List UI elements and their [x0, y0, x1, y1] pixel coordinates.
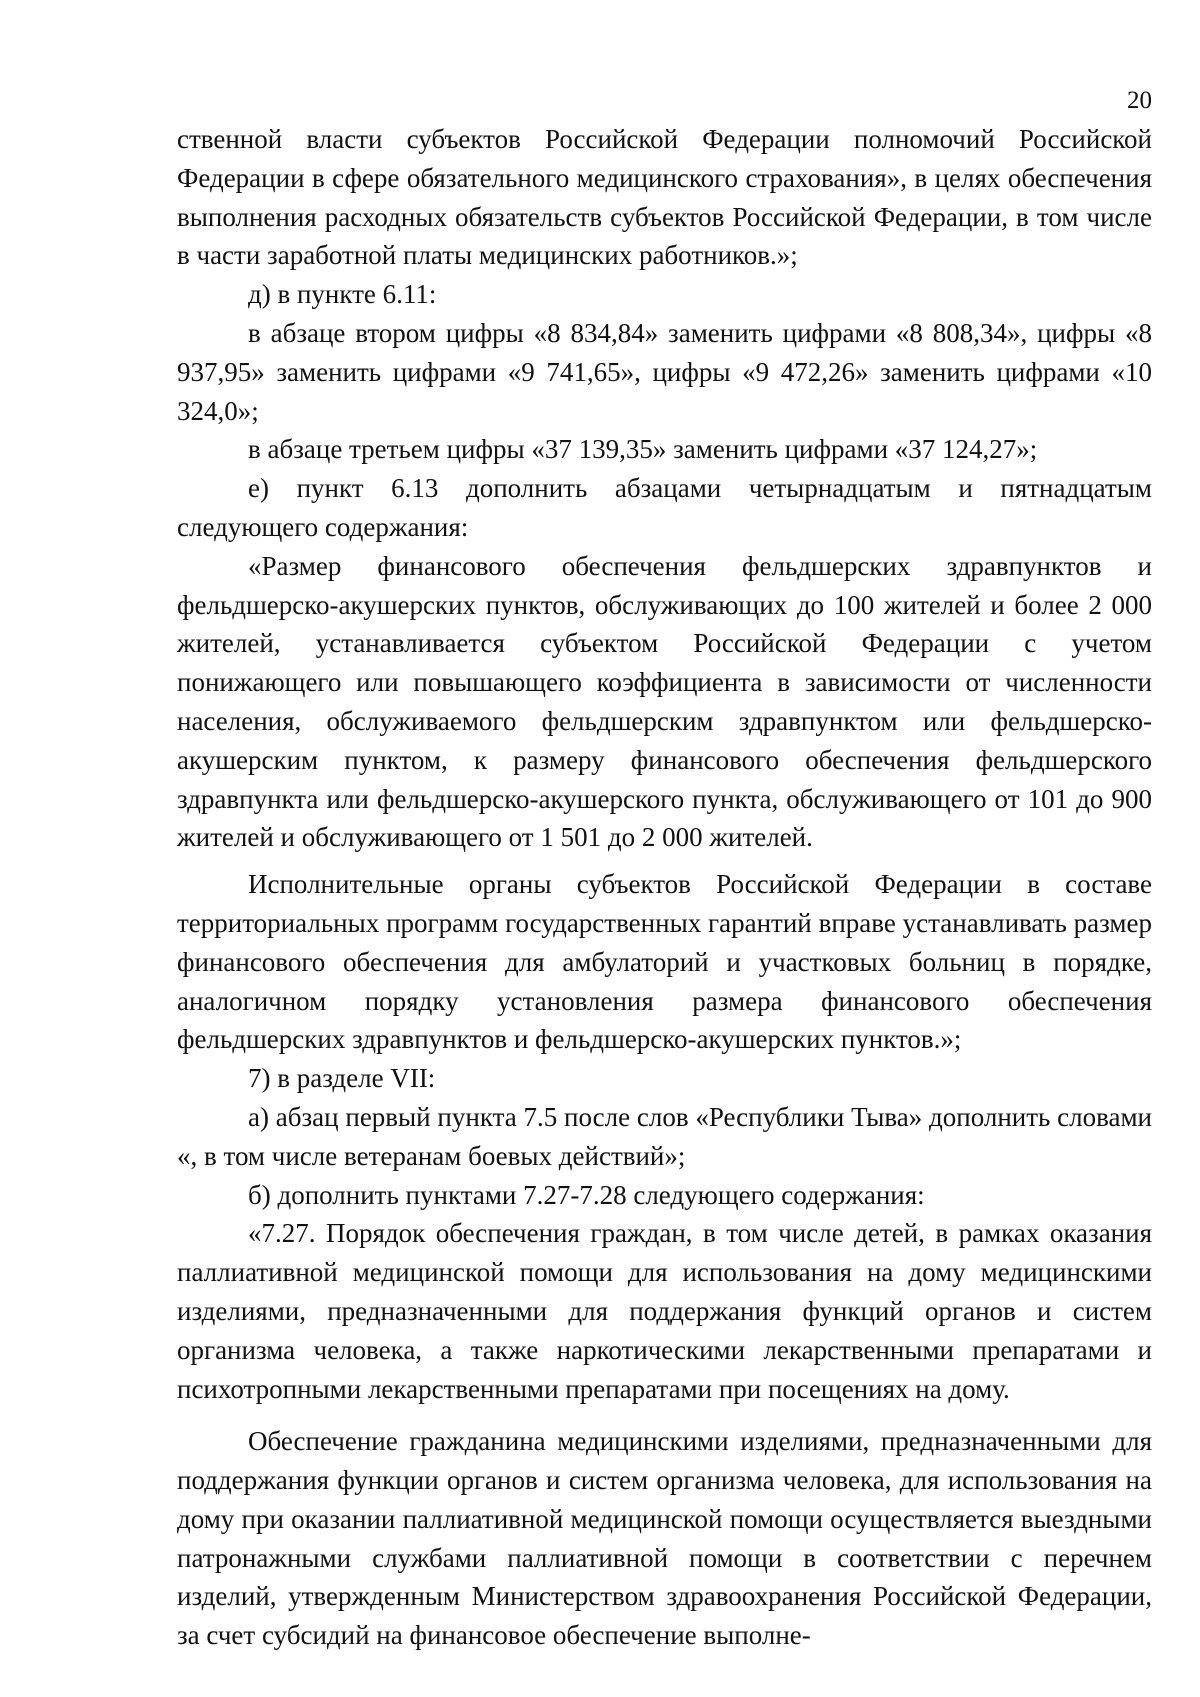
paragraph-item-b: б) дополнить пунктами 7.27-7.28 следующего содержания:: [248, 1179, 925, 1210]
paragraph-item-e: е) пункт 6.13 дополнить абзацами четырнадцатым и пятнадцатым следующего содержания:: [177, 473, 1152, 542]
paragraph-third-abzac: в абзаце третьем цифры «37 139,35» заменить цифрами «37 124,27»;: [248, 434, 1038, 465]
paragraph-fap-financing: «Размер финансового обеспечения фельдшерских здравпунктов и фельдшерско-акушерских пунктов, обслуживающих до 100 жителей и более 2 000 жителей, устанавливается субъектом Российской Федерации с учетом понижающего или повышающего коэффициента в зависимости от численности населения, обслуживаемого фельдшерским здравпунктом или фельдшерско-акушерским пунктом, к размеру финансового обеспечения фельдшерского здравпункта или фельдшерско-акушерского пункта, обслуживающего от 101 до 900 жителей и обслуживающего от 1 501 до 2 000 жителей.: [177, 550, 1152, 853]
paragraph-second-abzac: в абзаце втором цифры «8 834,84» заменить цифрами «8 808,34», цифры «8 937,95» заменить цифрами «9 741,65», цифры «9 472,26» заменить цифрами «10 324,0»;: [177, 317, 1152, 426]
paragraph-section-vii: 7) в разделе VII:: [248, 1063, 436, 1094]
paragraph-executive-bodies: Исполнительные органы субъектов Российской Федерации в составе территориальных программ государственных гарантий вправе устанавливать размер финансового обеспечения для амбулаторий и участковых больниц в порядке, аналогичном порядку установления размера финансового обеспечения фельдшерских здравпунктов и фельдшерско-акушерских пунктов.»;: [177, 869, 1152, 1055]
document-body: [177, 120, 1152, 1655]
paragraph-7-27: «7.27. Порядок обеспечения граждан, в том числе детей, в рамках оказания паллиативной медицинской помощи для использования на дому медицинскими изделиями, предназначенными для поддержания функций органов и систем организма человека, а также наркотическими лекарственными препаратами и психотропными лекарственными препаратами при посещениях на дому.: [177, 1218, 1152, 1404]
paragraph-continuation: ственной власти субъектов Российской Федерации полномочий Российской Федерации в сфере обязательного медицинского страхования», в целях обеспечения выполнения расходных обязательств субъектов Российской Федерации, в том числе в части заработной платы медицинских работников.»;: [177, 124, 1152, 271]
paragraph-item-a: а) абзац первый пункта 7.5 после слов «Республики Тыва» дополнить словами «, в том числе ветеранам боевых действий»;: [177, 1101, 1152, 1171]
page-number: 20: [1127, 87, 1152, 114]
paragraph-provision: Обеспечение гражданина медицинскими изделиями, предназначенными для поддержания функции органов и систем организма человека, для использования на дому при оказании паллиативной медицинской помощи осуществляется выездными патронажными службами паллиативной помощи в соответствии с перечнем изделий, утвержденным Министерством здравоохранения Российской Федерации, за счет субсидий на финансовое обеспечение выполне-: [177, 1426, 1152, 1651]
paragraph-item-d: д) в пункте 6.11:: [248, 279, 437, 310]
